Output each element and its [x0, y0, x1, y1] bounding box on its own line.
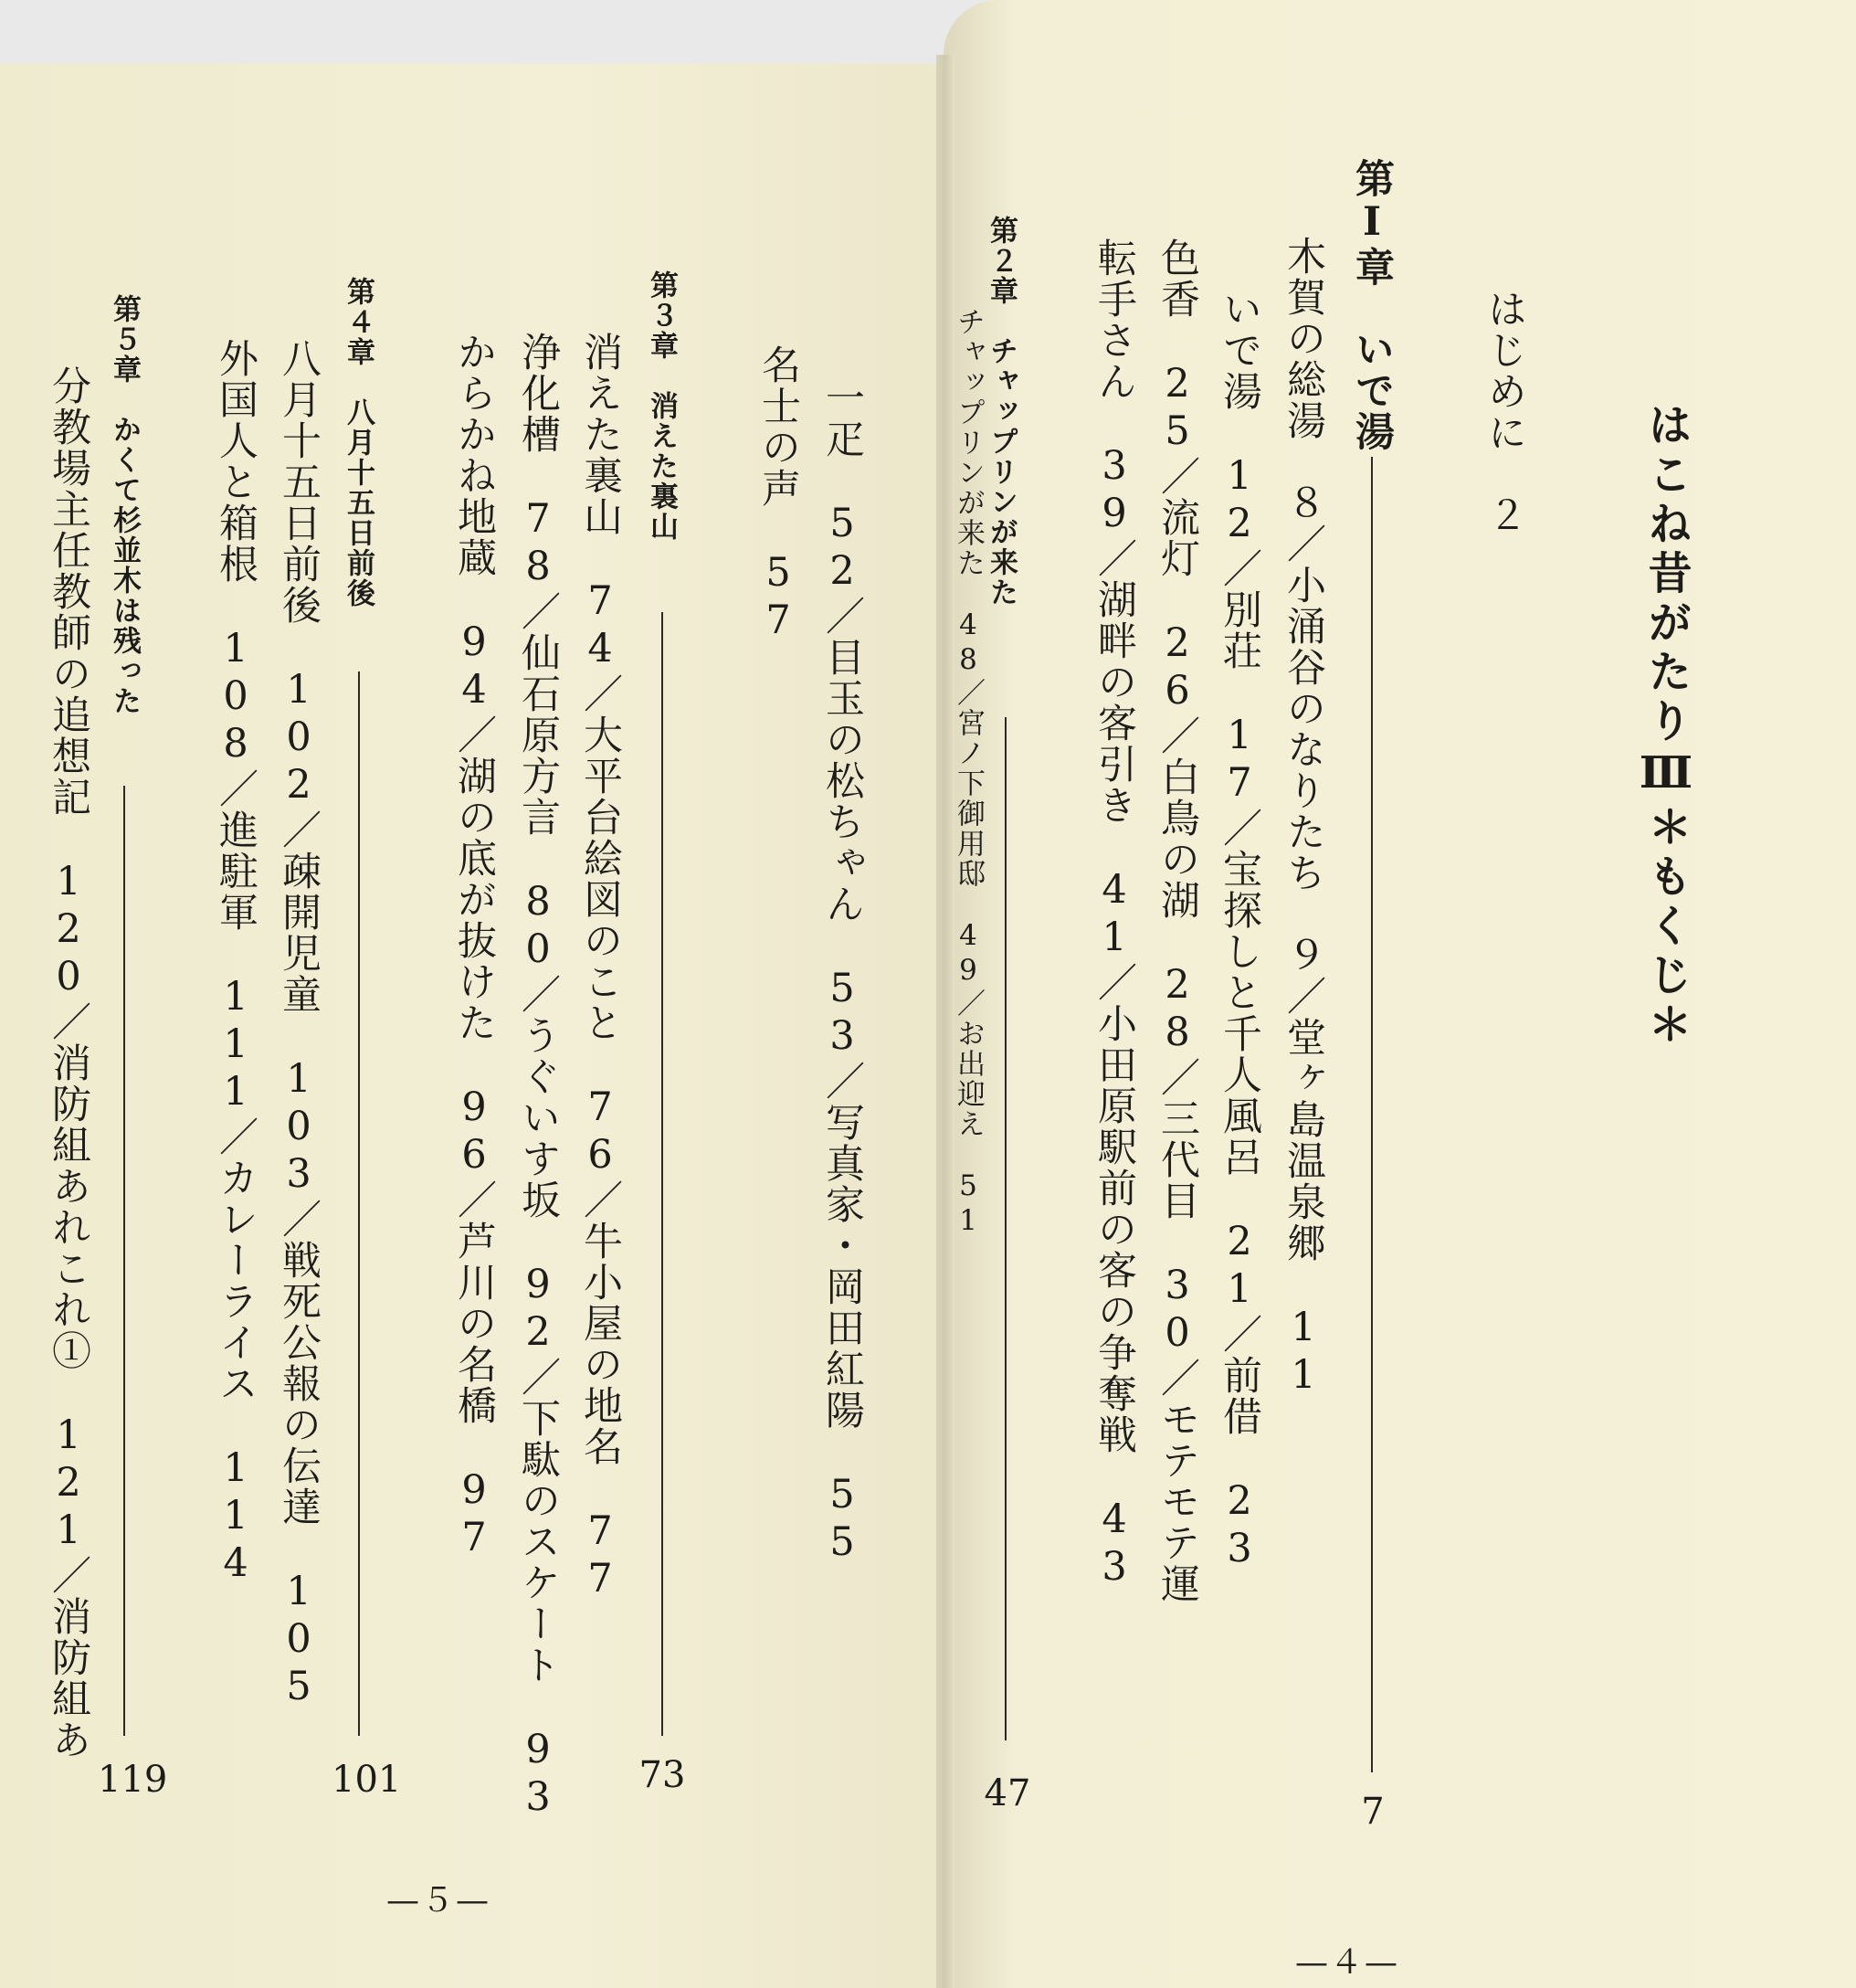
chapter1-line-2: いで湯 12／別荘 17／宝探しと千人風呂 21／前借 23 [1217, 289, 1262, 1573]
chapter2-cont-line-1: 一疋 52／目玉の松ちゃん 53／写真家・岡田紅陽 55 [819, 377, 865, 1567]
chapter3-heading: 第３章 消えた裏山 [645, 270, 678, 542]
chapter2-rule [1005, 717, 1007, 1740]
chapter3-line-3: からかね地蔵 94／湖の底が抜けた 96／芦川の名橋 97 [451, 332, 497, 1562]
chapter4-heading: 第４章 八月十五日前後 [342, 277, 374, 608]
right-page [944, 0, 1856, 1988]
toc-title: はこね昔がたりⅢ＊もくじ＊ [1640, 402, 1692, 1051]
chapter3-line-1: 消えた裏山 74／大平台絵図のこと 76／牛小屋の地名 77 [577, 332, 623, 1603]
chapter5-rule [123, 786, 125, 1736]
toc-intro: はじめに ２ [1482, 289, 1527, 535]
chapter1-line-4: 転手さん 39／湖畔の客引き 41／小田原駅前の客の争奪戦 43 [1091, 238, 1137, 1591]
chapter1-line-1: 木賀の総湯 ８／小涌谷のなりたち ９／堂ヶ島温泉郷 11 [1281, 236, 1326, 1400]
folio-left: —５— [386, 1882, 491, 1919]
chapter1-line-3: 色香 25／流灯 26／白鳥の湖 28／三代目 30／モテモテ運 [1155, 238, 1200, 1604]
chapter1-start-page: 7 [1361, 1791, 1385, 1833]
chapter5-line-1: 分教場主任教師の追想記 120／消防組あれこれ① 121／消防組あ [46, 365, 91, 1761]
folio-right: —４— [1295, 1944, 1400, 1982]
chapter3-line-2: 浄化槽 78／仙石原方言 80／うぐいす坂 92／下駄のスケート 93 [515, 332, 561, 1822]
chapter4-rule [358, 671, 360, 1736]
chapter4-line-2: 外国人と箱根 108／進駐軍 111／カレーライス 114 [213, 338, 258, 1588]
chapter1-heading: 第Ⅰ章 いで湯 [1349, 158, 1395, 452]
chapter5-start-page: 119 [98, 1759, 168, 1801]
chapter1-rule [1371, 457, 1373, 1772]
chapter2-heading: 第２章 チャップリンが来た [985, 216, 1018, 608]
chapter5-heading: 第５章 かくて杉並木は残った [108, 294, 141, 716]
chapter2-cont-line-2: 名士の声 57 [755, 344, 801, 645]
chapter3-start-page: 73 [638, 1754, 686, 1796]
chapter2-line-1: チャップリンが来た 48／宮ノ下御用邸 49／お出迎え 51 [952, 307, 985, 1239]
chapter4-start-page: 101 [332, 1759, 402, 1801]
chapter4-line-1: 八月十五日前後 102／疎開児童 103／戦死公報の伝達 105 [276, 338, 322, 1711]
chapter3-rule [661, 612, 663, 1736]
chapter2-start-page: 47 [984, 1772, 1031, 1814]
